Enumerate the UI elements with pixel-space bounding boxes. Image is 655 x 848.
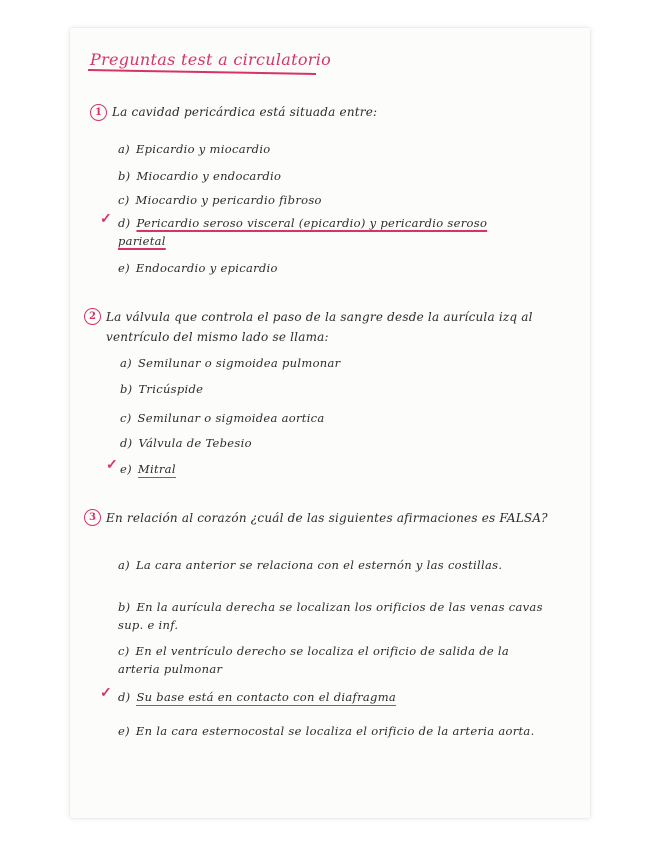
- title-underline: [88, 69, 316, 74]
- q1-option-a: a) Epicardio y miocardio: [118, 142, 271, 156]
- q3-option-c: c) En el ventrículo derecho se localiza el orificio de salida de la arteria pulmonar: [118, 644, 510, 676]
- notebook-page: [70, 28, 590, 818]
- q2-option-e: e) Mitral: [120, 462, 176, 476]
- question-2-text: La válvula que controla el paso de la sangre desde la aurícula izq al ventrículo del mismo lado se llama:: [106, 310, 533, 344]
- q3-check-icon: ✓: [100, 685, 112, 701]
- q2-option-d: d) Válvula de Tebesio: [120, 436, 252, 450]
- question-3-number: 3: [84, 509, 101, 526]
- q2-check-icon: ✓: [106, 457, 118, 473]
- q3-option-e: e) En la cara esternocostal se localiza el orificio de la arteria aorta.: [118, 724, 535, 738]
- q2-option-b: b) Tricúspide: [120, 382, 204, 396]
- page-title: Preguntas test a circulatorio: [90, 50, 332, 69]
- question-1-text: La cavidad pericárdica está situada entre:: [112, 105, 378, 119]
- q1-option-d: d) Pericardio seroso visceral (epicardio) y pericardio seroso parietal: [118, 216, 488, 248]
- q3-option-d: d) Su base está en contacto con el diafragma: [118, 690, 397, 704]
- question-3-text: En relación al corazón ¿cuál de las siguientes afirmaciones es FALSA?: [106, 511, 548, 525]
- q2-option-a: a) Semilunar o sigmoidea pulmonar: [120, 356, 341, 370]
- q3-option-b: b) En la aurícula derecha se localizan los orificios de las venas cavas sup. e inf.: [118, 600, 543, 632]
- question-2-number: 2: [84, 308, 101, 325]
- question-1-number: 1: [90, 104, 107, 121]
- q3-option-a: a) La cara anterior se relaciona con el esternón y las costillas.: [118, 558, 503, 572]
- q2-option-c: c) Semilunar o sigmoidea aortica: [120, 411, 325, 425]
- q1-option-b: b) Miocardio y endocardio: [118, 169, 282, 183]
- q1-check-icon: ✓: [100, 211, 112, 227]
- q1-option-c: c) Miocardio y pericardio fibroso: [118, 193, 322, 207]
- q1-option-e: e) Endocardio y epicardio: [118, 261, 278, 275]
